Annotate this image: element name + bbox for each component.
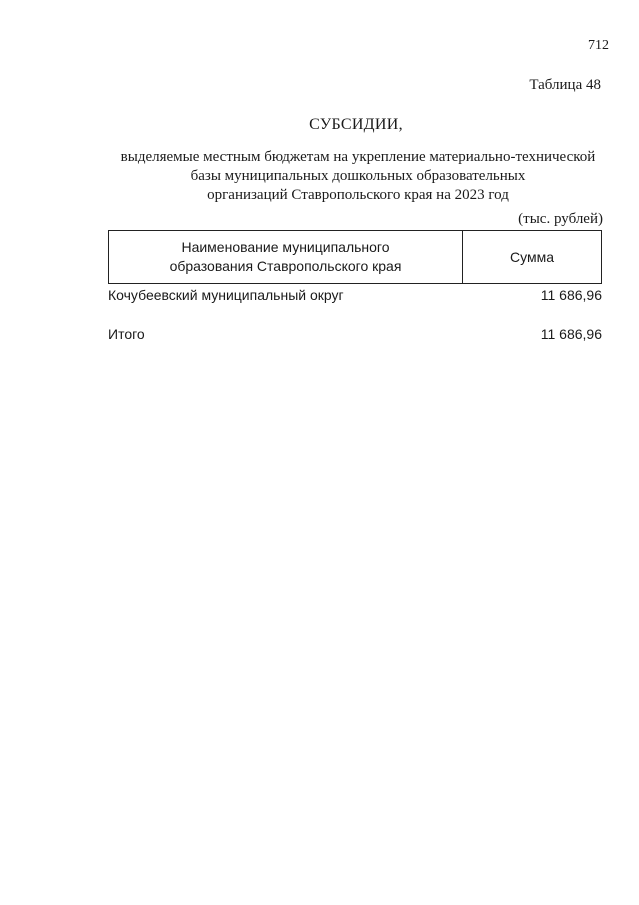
- header-name-line: Наименование муниципального: [181, 239, 390, 255]
- table-label: Таблица 48: [529, 77, 601, 93]
- units-note: (тыс. рублей): [518, 211, 603, 227]
- total-label: Итого: [108, 326, 145, 342]
- subtitle-line: организаций Ставропольского края на 2023 год: [207, 187, 509, 203]
- total-row: [108, 326, 602, 342]
- header-sum-cell: Сумма: [510, 249, 554, 265]
- table-row: [108, 287, 602, 303]
- header-name-line: образования Ставропольского края: [169, 258, 402, 274]
- total-amount: 11 686,96: [540, 326, 602, 342]
- subtitle-line: базы муниципальных дошкольных образовательных: [190, 168, 526, 184]
- page-number: 712: [588, 38, 609, 53]
- header-name-cell: [109, 231, 463, 283]
- subtitle-line: выделяемые местным бюджетам на укрепление материально-технической: [120, 149, 596, 165]
- row-name: Кочубеевский муниципальный округ: [108, 287, 344, 303]
- row-amount: 11 686,96: [540, 287, 602, 303]
- table-header: [108, 230, 602, 284]
- document-title: СУБСИДИИ,: [309, 116, 403, 133]
- document-subtitle: [100, 148, 616, 205]
